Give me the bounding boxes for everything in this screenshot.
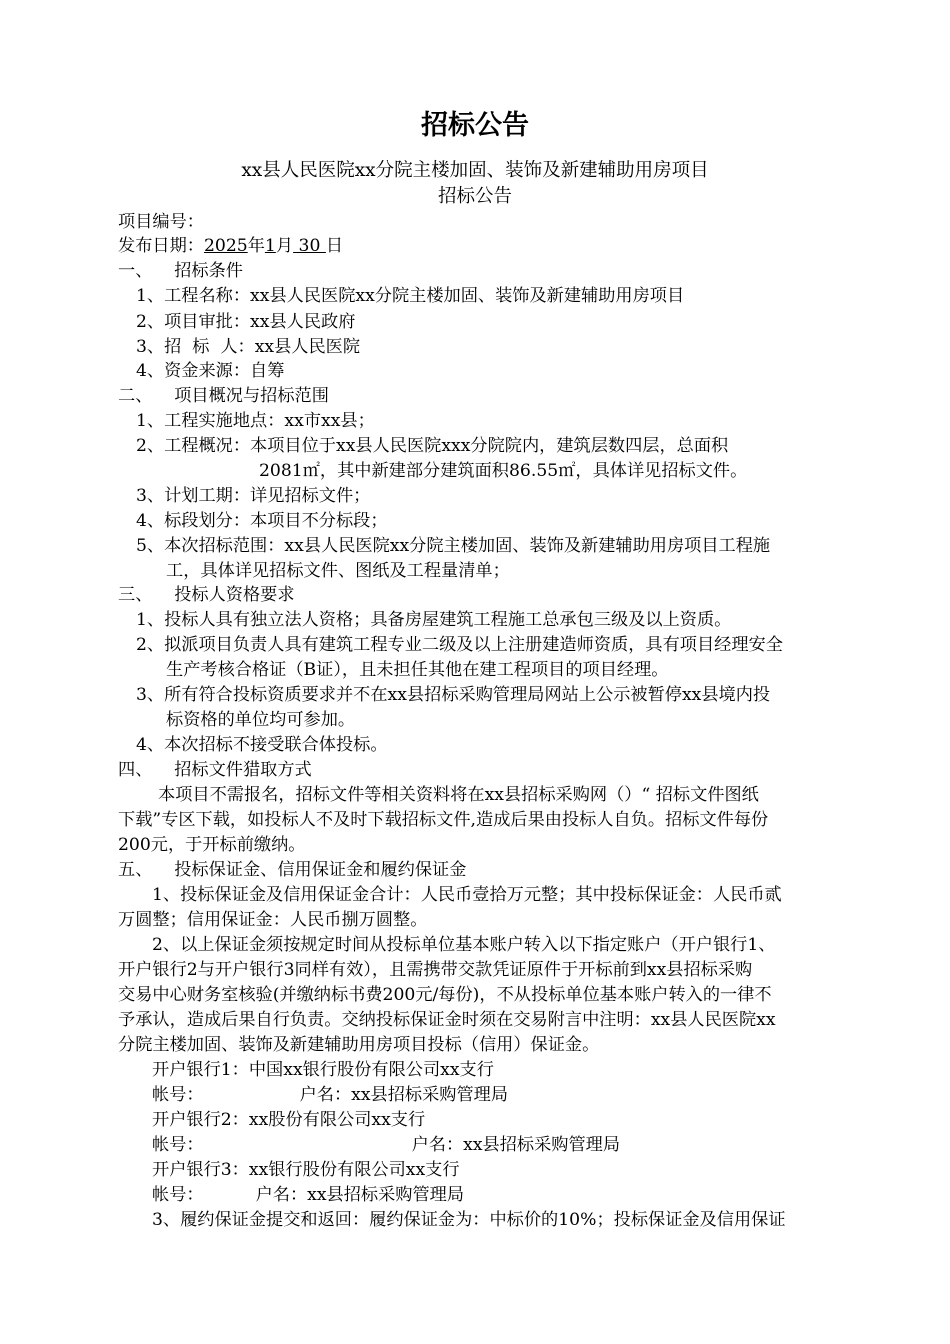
publish-date-label: 发布日期： [118,236,204,256]
publish-date [118,233,343,259]
publish-year: 2025 [203,236,248,256]
paragraph-line: 本项目不需报名，招标文件等相关资料将在xx县招标采购网（）“ 招标文件图纸 [158,785,759,805]
publish-day: 30 [293,236,326,256]
list-item-continuation: 工，具体详见招标文件、图纸及工程量清单； [166,561,510,581]
section-heading: 五、 投标保证金、信用保证金和履约保证金 [118,860,467,880]
paragraph-line: 万圆整；信用保证金：人民币捌万圆整。 [118,910,428,930]
list-item: 4、本次招标不接受联合体投标。 [136,735,388,755]
account-label: 帐号： [152,1185,204,1205]
list-item: 4、标段划分：本项目不分标段； [136,511,388,531]
list-item: 5、本次招标范围：xx县人民医院xx分院主楼加固、装饰及新建辅助用房项目工程施 [136,536,771,556]
account-line-3 [152,1182,464,1208]
paragraph-line: 3、履约保证金提交和返回：履约保证金为：中标价的10%；投标保证金及信用保证 [152,1210,786,1230]
list-item: 2、工程概况：本项目位于xx县人民医院xxx分院院内，建筑层数四层，总面积 [136,436,729,456]
paragraph-line: 开户银行2与开户银行3同样有效），且需携带交款凭证原件于开标前到xx县招标采购 [118,960,753,980]
section-heading: 一、 招标条件 [118,261,243,281]
account-name: 户名：xx县招标采购管理局 [255,1185,465,1205]
account-line-2 [152,1132,620,1158]
account-name: 户名：xx县招标采购管理局 [411,1135,621,1155]
paragraph-line: 下载”专区下载，如投标人不及时下载招标文件,造成后果由投标人自负。招标文件每份 [118,810,769,830]
project-title: xx县人民医院xx分院主楼加固、装饰及新建辅助用房项目 [241,160,709,181]
paragraph-line: 2、以上保证金须按规定时间从投标单位基本账户转入以下指定账户（开户银行1、 [152,935,776,955]
account-name: 户名：xx县招标采购管理局 [299,1085,509,1105]
paragraph-line: 1、投标保证金及信用保证金合计：人民币壹拾万元整；其中投标保证金：人民币贰 [152,885,782,905]
list-item: 1、投标人具有独立法人资格；具备房屋建筑工程施工总承包三级及以上资质。 [136,610,732,630]
account-line-1 [152,1082,508,1108]
project-number: 项目编号： [118,212,204,232]
list-item-continuation: 2081㎡，其中新建部分建筑面积86.55㎡，具体详见招标文件。 [259,461,748,481]
paragraph-line: 交易中心财务室核验(并缴纳标书费200元/每份)，不从投标单位基本账户转入的一律不 [118,985,772,1005]
list-item: 3、招 标 人：xx县人民医院 [136,337,361,357]
list-item: 2、拟派项目负责人具有建筑工程专业二级及以上注册建造师资质，具有项目经理安全 [136,635,783,655]
bank-3: 开户银行3：xx银行股份有限公司xx支行 [152,1160,460,1180]
paragraph-line: 予承认，造成后果自行负责。交纳投标保证金时须在交易附言中注明：xx县人民医院xx [118,1010,776,1030]
document-title: 招标公告 [421,110,529,141]
list-item: 2、项目审批：xx县人民政府 [136,312,356,332]
section-heading: 四、 招标文件猎取方式 [118,760,312,780]
list-item: 3、计划工期：详见招标文件； [136,486,371,506]
paragraph-line: 分院主楼加固、装饰及新建辅助用房项目投标（信用）保证金。 [118,1035,600,1055]
section-heading: 三、 投标人资格要求 [118,585,295,605]
list-item: 1、工程实施地点：xx市xx县； [136,411,375,431]
year-unit: 年 [247,236,265,256]
month-unit: 月 [275,236,294,256]
notice-subtitle: 招标公告 [437,186,512,207]
list-item: 3、所有符合投标资质要求并不在xx县招标采购管理局网站上公示被暂停xx县境内投 [136,685,771,705]
bank-2: 开户银行2：xx股份有限公司xx支行 [152,1110,426,1130]
publish-month: 1 [264,236,276,256]
paragraph-line: 200元，于开标前缴纳。 [118,835,306,855]
account-label: 帐号： [152,1085,204,1105]
account-label: 帐号： [152,1135,204,1155]
section-heading: 二、 项目概况与招标范围 [118,386,329,406]
list-item: 1、工程名称：xx县人民医院xx分院主楼加固、装饰及新建辅助用房项目 [136,286,685,306]
list-item-continuation: 生产考核合格证（B证），且未担任其他在建工程项目的项目经理。 [166,660,669,680]
day-unit: 日 [325,236,344,256]
list-item: 4、资金来源：自筹 [136,361,285,381]
bank-1: 开户银行1：中国xx银行股份有限公司xx支行 [152,1060,494,1080]
list-item-continuation: 标资格的单位均可参加。 [166,710,356,730]
